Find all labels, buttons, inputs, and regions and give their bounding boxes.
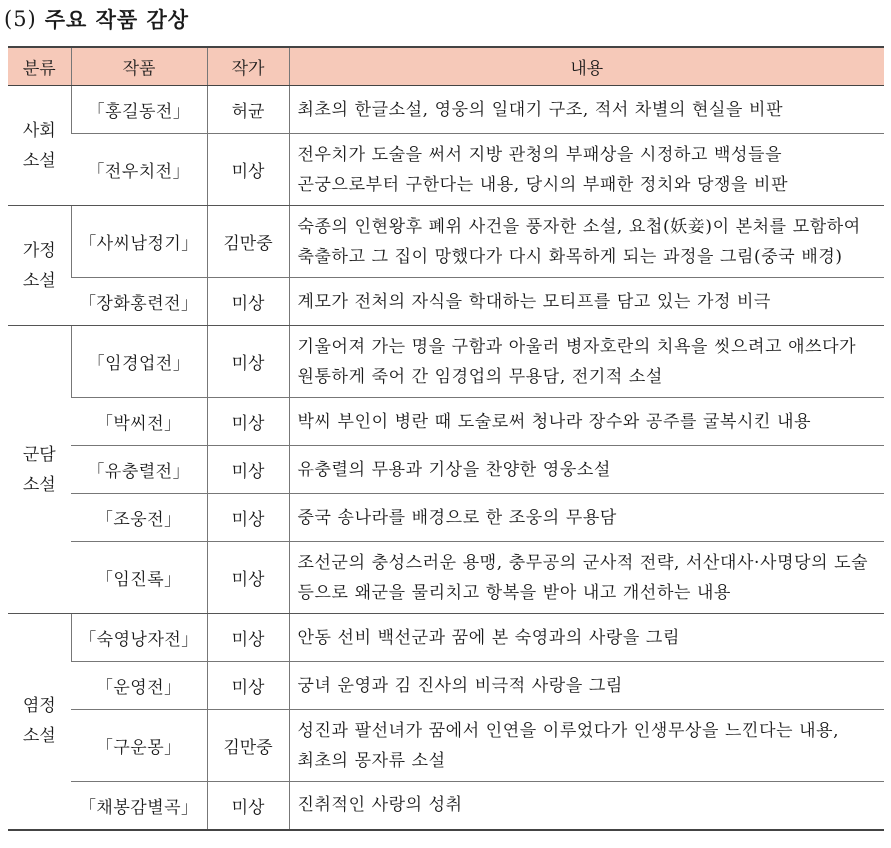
content-cell: 안동 선비 백선군과 꿈에 본 숙영과의 사랑을 그림 xyxy=(289,614,884,662)
author-cell: 미상 xyxy=(207,494,289,542)
table-row xyxy=(8,86,884,134)
author-cell: 미상 xyxy=(207,326,289,398)
category-line: 소설 xyxy=(22,270,56,291)
content-cell: 중국 송나라를 배경으로 한 조웅의 무용담 xyxy=(289,494,884,542)
author-cell: 미상 xyxy=(207,614,289,662)
category-cell xyxy=(8,326,71,614)
author-cell: 허균 xyxy=(207,86,289,134)
author-cell: 김만중 xyxy=(207,710,289,782)
table-header-row xyxy=(8,47,884,86)
work-cell: 「숙영낭자전」 xyxy=(71,614,207,662)
work-cell: 「임경업전」 xyxy=(71,326,207,398)
work-cell: 「유충렬전」 xyxy=(71,446,207,494)
table-row xyxy=(8,278,884,326)
author-cell: 미상 xyxy=(207,542,289,614)
section-heading xyxy=(4,2,189,36)
content-cell: 조선군의 충성스러운 용맹, 충무공의 군사적 전략, 서산대사·사명당의 도술 등으로 왜군을 물리치고 항복을 받아 내고 개선하는 내용 xyxy=(289,542,884,614)
content-cell: 박씨 부인이 병란 때 도술로써 청나라 장수와 공주를 굴복시킨 내용 xyxy=(289,398,884,446)
content-cell: 궁녀 운영과 김 진사의 비극적 사랑을 그림 xyxy=(289,662,884,710)
author-cell: 미상 xyxy=(207,398,289,446)
author-cell: 미상 xyxy=(207,782,289,830)
content-cell: 숙종의 인현왕후 폐위 사건을 풍자한 소설, 요첩(妖妾)이 본처를 모함하여 축출하고 그 집이 망했다가 다시 화목하게 되는 과정을 그림(중국 배경) xyxy=(289,206,884,278)
work-cell: 「박씨전」 xyxy=(71,398,207,446)
work-cell: 「사씨남정기」 xyxy=(71,206,207,278)
content-cell: 유충렬의 무용과 기상을 찬양한 영웅소설 xyxy=(289,446,884,494)
table-row xyxy=(8,542,884,614)
section-number: (5) xyxy=(4,7,37,31)
content-cell: 최초의 한글소설, 영웅의 일대기 구조, 적서 차별의 현실을 비판 xyxy=(289,86,884,134)
author-cell: 미상 xyxy=(207,134,289,206)
work-cell: 「홍길동전」 xyxy=(71,86,207,134)
author-cell: 미상 xyxy=(207,278,289,326)
header-content: 내용 xyxy=(289,47,884,86)
table-row xyxy=(8,662,884,710)
content-cell: 계모가 전처의 자식을 학대하는 모티프를 담고 있는 가정 비극 xyxy=(289,278,884,326)
content-cell: 진취적인 사랑의 성취 xyxy=(289,782,884,830)
table-row xyxy=(8,782,884,830)
category-cell xyxy=(8,206,71,326)
work-cell: 「구운몽」 xyxy=(71,710,207,782)
content-cell: 성진과 팔선녀가 꿈에서 인연을 이루었다가 인생무상을 느낀다는 내용, 최초의 몽자류 소설 xyxy=(289,710,884,782)
category-line: 가정 xyxy=(22,240,56,261)
author-cell: 김만중 xyxy=(207,206,289,278)
section-title: 주요 작품 감상 xyxy=(44,8,190,32)
work-cell: 「조웅전」 xyxy=(71,494,207,542)
table-row xyxy=(8,614,884,662)
category-line: 소설 xyxy=(22,726,56,747)
work-cell: 「장화홍련전」 xyxy=(71,278,207,326)
works-table xyxy=(8,46,884,831)
category-line: 사회 xyxy=(22,120,56,141)
category-cell xyxy=(8,614,71,830)
category-line: 소설 xyxy=(22,150,56,171)
table-row xyxy=(8,710,884,782)
content-cell: 기울어져 가는 명을 구함과 아울러 병자호란의 치욕을 씻으려고 애쓰다가 원통하게 죽어 간 임경업의 무용담, 전기적 소설 xyxy=(289,326,884,398)
author-cell: 미상 xyxy=(207,446,289,494)
table-row xyxy=(8,206,884,278)
work-cell: 「운영전」 xyxy=(71,662,207,710)
author-cell: 미상 xyxy=(207,662,289,710)
category-line: 소설 xyxy=(22,474,56,495)
work-cell: 「채봉감별곡」 xyxy=(71,782,207,830)
content-cell: 전우치가 도술을 써서 지방 관청의 부패상을 시정하고 백성들을 곤궁으로부터 구한다는 내용, 당시의 부패한 정치와 당쟁을 비판 xyxy=(289,134,884,206)
work-cell: 「전우치전」 xyxy=(71,134,207,206)
header-category: 분류 xyxy=(8,47,71,86)
table-row xyxy=(8,446,884,494)
table-row xyxy=(8,134,884,206)
category-cell xyxy=(8,86,71,206)
table-row xyxy=(8,494,884,542)
work-cell: 「임진록」 xyxy=(71,542,207,614)
category-line: 군담 xyxy=(22,444,56,465)
table-row xyxy=(8,398,884,446)
category-line: 염정 xyxy=(22,696,56,717)
table-row xyxy=(8,326,884,398)
header-work: 작품 xyxy=(71,47,207,86)
header-author: 작가 xyxy=(207,47,289,86)
